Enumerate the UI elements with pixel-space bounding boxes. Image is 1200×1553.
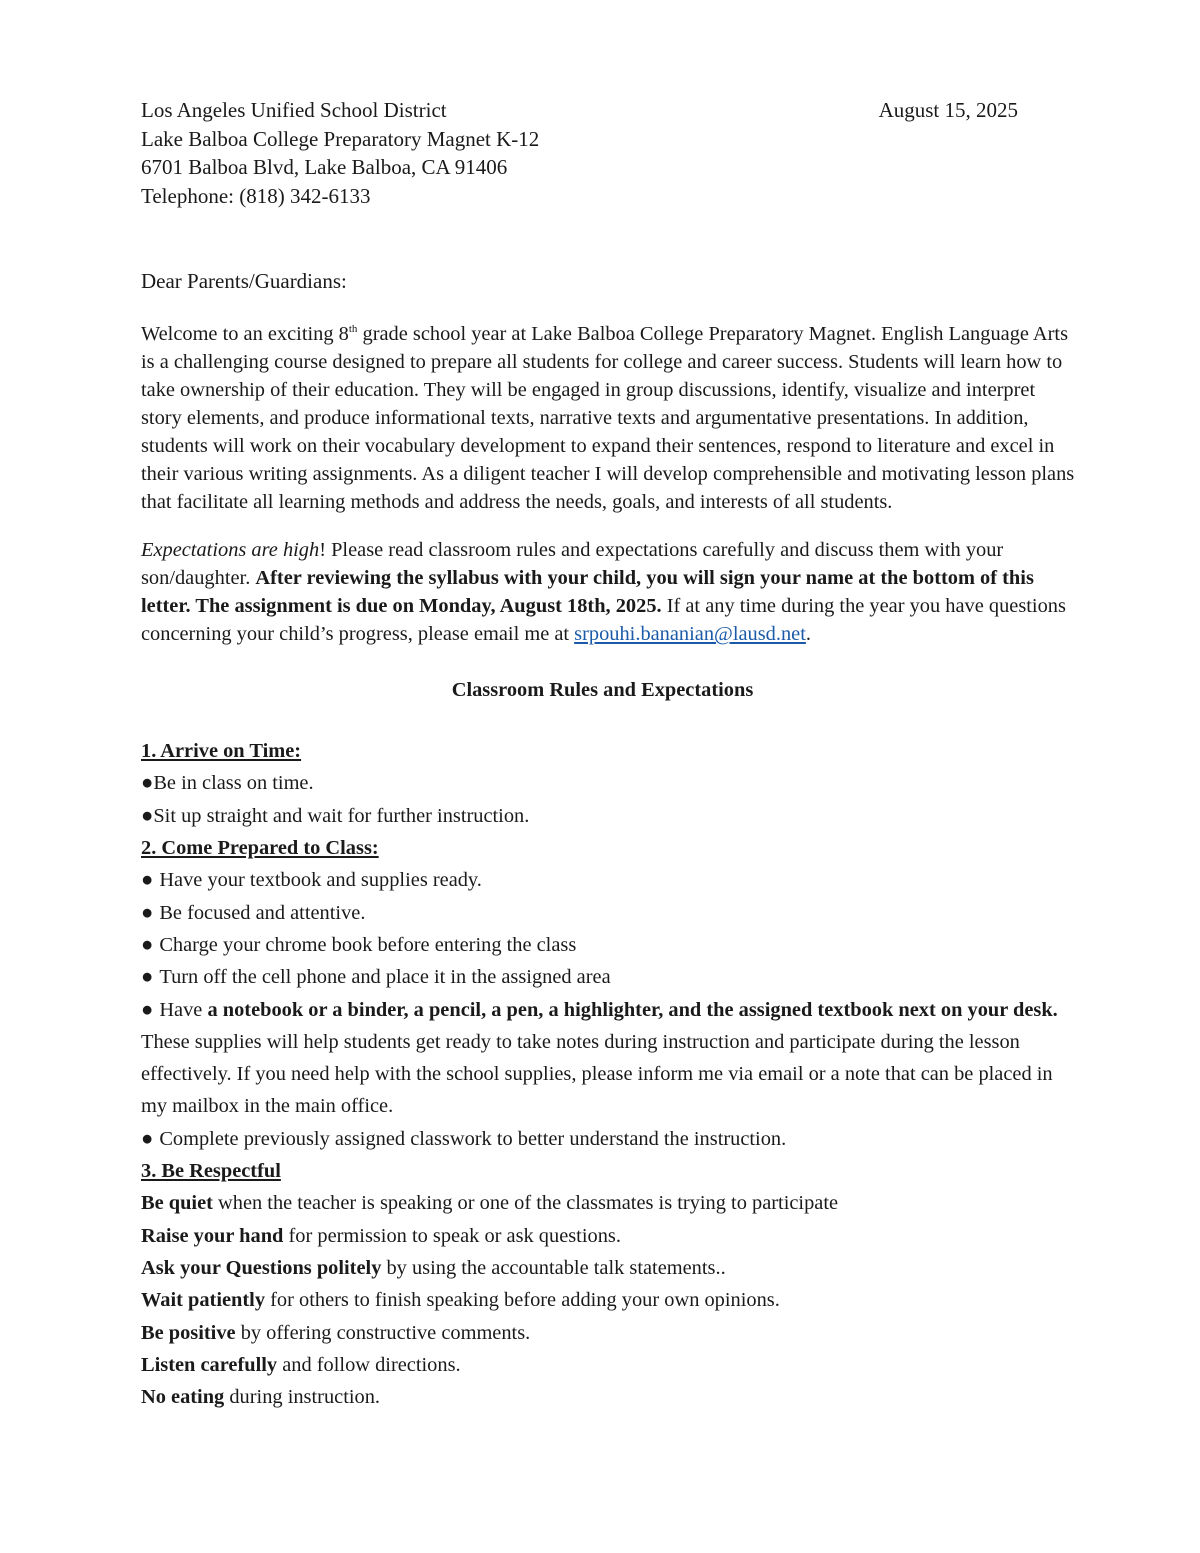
rule-2-item (141, 897, 1076, 929)
rule-1-item: ●Be in class on time. (141, 772, 314, 795)
intro-text-b: grade school year at Lake Balboa College Preparatory Magnet. English Language Arts is a challenging course designed to prepare all students for college and career success. Students will learn how to take ownership of their education. They will be engaged in group discussions, identify, visualize and interpret story elements, and produce informational texts, narrative texts and argumentative presentations. In addition, students will work on their vocabulary development to expand their sentences, respond to literature and excel in their various writing assignments. As a diligent teacher I will develop comprehensible and motivating lesson plans that facilitate all learning methods and address the needs, goals, and interests of all students. (141, 323, 1075, 514)
rule-3-item-bold: Be positive (141, 1321, 236, 1344)
rule-3-item-bold: Wait patiently (141, 1289, 266, 1312)
greeting: Dear Parents/Guardians: (141, 269, 347, 294)
section-title: Classroom Rules and Expectations (451, 679, 754, 702)
rule-3-item-bold: Be quiet (141, 1192, 213, 1215)
expectations-text-a: ! Please read classroom rules and expectations carefully and discuss them with your son/daughter. (141, 539, 1004, 590)
bullet-icon: ● (141, 901, 154, 924)
expectations-text-b: If at any time during the year you have questions concerning your child’s progress, please email me at (141, 595, 1066, 646)
rule-2-item (141, 864, 1076, 896)
rule-3-item-bold: Raise your hand (141, 1224, 284, 1247)
rule-3-item (141, 1317, 1076, 1349)
rule-2-item (141, 961, 1076, 993)
rule-2-item-text: Complete previously assigned classwork to better understand the instruction. (159, 1127, 787, 1150)
supplies-text-b: These supplies will help students get ready to take notes during instruction and participate during the lesson effectively. If you need help with the school supplies, please inform me via email or a note that can be placed in my mailbox in the main office. (141, 1030, 1053, 1118)
rule-3-item (141, 1349, 1076, 1381)
rule-3-heading: 3. Be Respectful (141, 1160, 281, 1183)
school-address: 6701 Balboa Blvd, Lake Balboa, CA 91406 (141, 155, 508, 180)
intro-superscript: th (348, 323, 358, 336)
rule-2-item-text: Charge your chrome book before entering the class (159, 933, 577, 956)
rule-2-item-text: Turn off the cell phone and place it in the assigned area (159, 966, 611, 989)
teacher-email-link[interactable]: srpouhi.bananian@lausd.net (574, 623, 806, 646)
rule-3-item (141, 1284, 1076, 1316)
school-telephone: Telephone: (818) 342-6133 (141, 183, 371, 208)
rule-3-item-bold: No eating (141, 1386, 225, 1409)
bullet-icon: ● (141, 1127, 154, 1150)
rules-list (141, 735, 1076, 1413)
rule-3-item-bold: Listen carefully (141, 1353, 278, 1376)
rule-1-heading: 1. Arrive on Time: (141, 740, 302, 763)
bullet-icon: ● (141, 869, 154, 892)
supplies-text-a: Have (159, 998, 208, 1021)
rule-3-item-text: and follow directions. (277, 1353, 461, 1376)
bullet-icon: ● (141, 933, 154, 956)
rule-2-item (141, 929, 1076, 961)
rule-3-item-text: by using the accountable talk statements.. (381, 1256, 726, 1279)
rule-3-item-text: by offering constructive comments. (235, 1321, 531, 1344)
rule-3-item-text: when the teacher is speaking or one of the classmates is trying to participate (212, 1192, 839, 1215)
rule-3-item (141, 1220, 1076, 1252)
rule-3-item (141, 1187, 1076, 1219)
expectations-italic: Expectations are high (141, 539, 320, 562)
expectations-end: . (805, 623, 811, 646)
bullet-icon: ● (141, 966, 154, 989)
letter-date: August 15, 2025 (878, 98, 1018, 122)
intro-paragraph (141, 315, 1076, 516)
school-name: Lake Balboa College Preparatory Magnet K-12 (141, 126, 540, 151)
district-name: Los Angeles Unified School District (141, 98, 447, 122)
bullet-icon: ● (141, 998, 154, 1021)
rule-2-item-text: Be focused and attentive. (159, 901, 366, 924)
rule-2-heading: 2. Come Prepared to Class: (141, 837, 379, 860)
rule-2-item-text: Have your textbook and supplies ready. (159, 869, 482, 892)
rule-3-item-bold: Ask your Questions politely (141, 1256, 382, 1279)
expectations-bold: After reviewing the syllabus with your child, you will sign your name at the bottom of this letter. The assignment is due on Monday, August 18th, 2025. (141, 567, 1034, 618)
rule-3-item (141, 1252, 1076, 1284)
rule-3-item-text: for others to finish speaking before adding your own opinions. (265, 1289, 780, 1312)
rule-3-item-text: during instruction. (224, 1386, 381, 1409)
rule-2-item (141, 1123, 1076, 1155)
supplies-bold: a notebook or a binder, a pencil, a pen, a highlighter, and the assigned textbook next on your desk. (207, 998, 1058, 1021)
expectations-paragraph (141, 536, 1076, 648)
letterhead (141, 96, 1076, 210)
rule-1-item: ●Sit up straight and wait for further instruction. (141, 804, 530, 827)
rule-3-item (141, 1381, 1076, 1413)
intro-text-a: Welcome to an exciting 8 (141, 323, 349, 346)
letter-page (141, 96, 1076, 1413)
rule-3-item-text: for permission to speak or ask questions. (283, 1224, 621, 1247)
rule-2-supplies-item (141, 994, 1076, 1123)
